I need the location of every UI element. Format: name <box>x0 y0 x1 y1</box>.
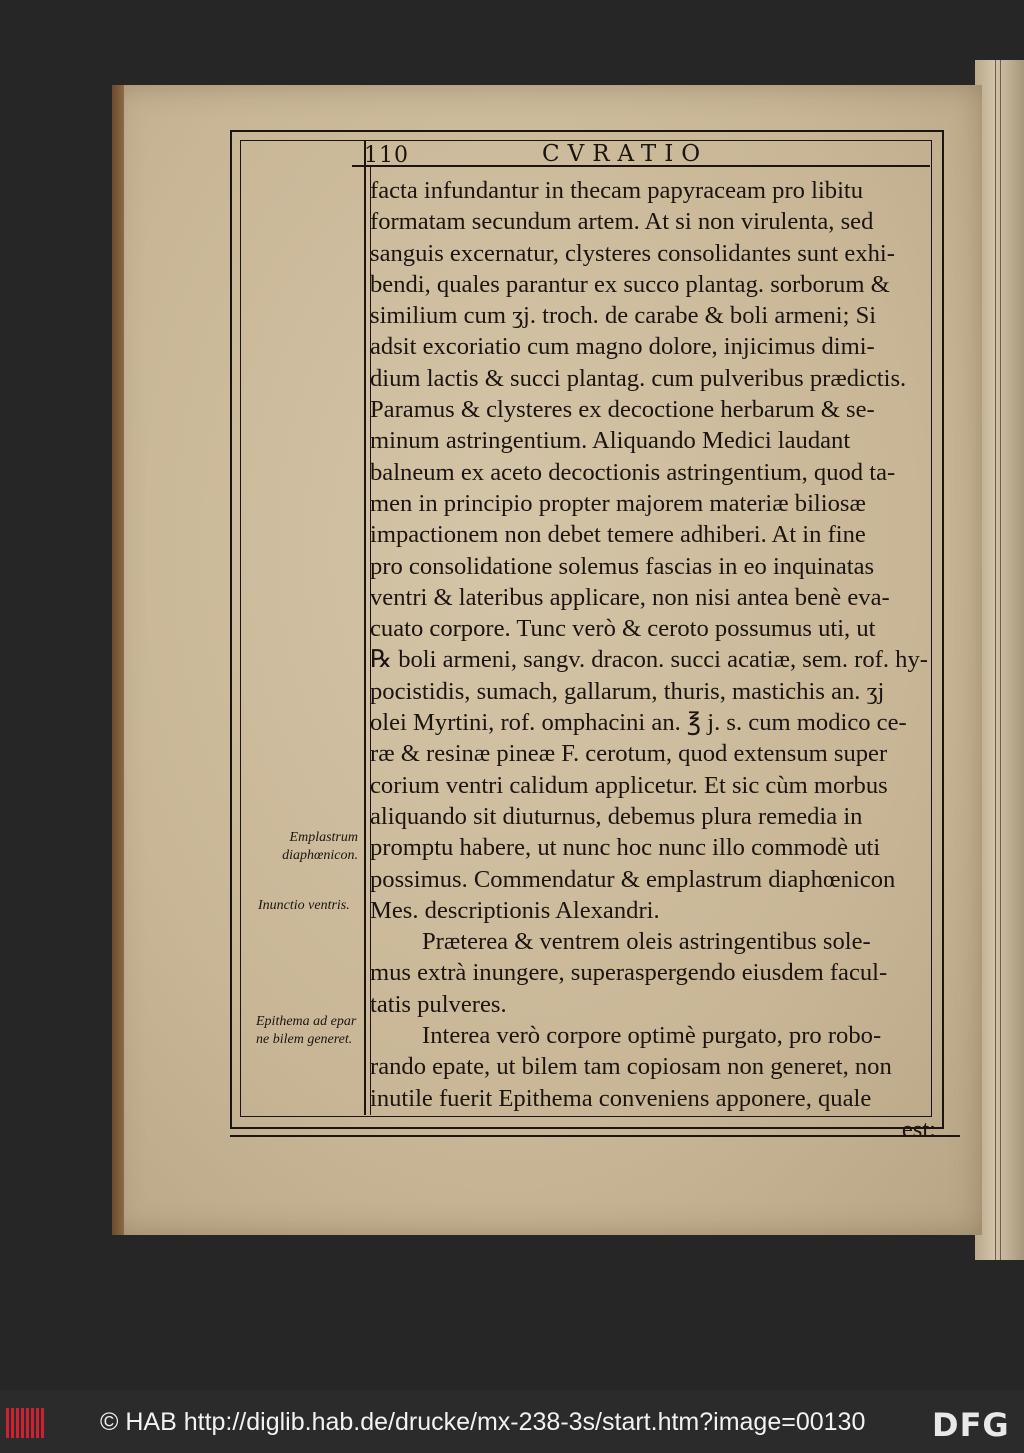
page-number: 110 <box>364 143 409 168</box>
body-line: Paramus & clysteres ex decoctione herbarum & se- <box>370 396 875 424</box>
body-line: similium cum ʒj. troch. de carabe & boli armeni; Si <box>370 302 877 330</box>
body-line: mus extrà inungere, superaspergendo eiusdem facul- <box>370 959 888 987</box>
footer-credit-link[interactable]: © HAB http://diglib.hab.de/drucke/mx-238-3s/start.htm?image=00130 <box>100 1408 866 1436</box>
marginal-note-emplastrum: Emplastrum diaphœnicon. <box>282 830 358 863</box>
body-text <box>370 175 936 1145</box>
body-line: pocistidis, sumach, gallarum, thuris, mastichis an. ʒj <box>370 677 885 705</box>
page-gutter-band <box>112 85 124 1235</box>
book-facing-page-edge <box>975 60 1024 1260</box>
body-line: ℞ boli armeni, sangv. dracon. succi acatiæ, sem. rof. hy- <box>370 646 928 674</box>
body-line: ræ & resinæ pineæ F. cerotum, quod extensum super <box>370 740 888 768</box>
body-line: ventri & lateribus applicare, non nisi antea benè eva- <box>370 583 890 611</box>
body-line: tatis pulveres. <box>370 990 507 1018</box>
marginal-note-epithema: Epithema ad epar ne bilem generet. <box>256 1014 357 1047</box>
body-line: Præterea & ventrem oleis astringentibus sole- <box>422 928 871 956</box>
body-line: corium ventri calidum applicetur. Et sic cùm morbus <box>370 771 888 799</box>
body-line: aliquando sit diuturnus, debemus plura remedia in <box>370 802 863 830</box>
body-line: impactionem non debet temere adhiberi. At in fine <box>370 521 866 549</box>
body-line: olei Myrtini, rof. omphacini an. ℥ j. s. cum modico ce- <box>370 709 907 737</box>
body-line: pro consolidatione solemus fascias in eo inquinatas <box>370 552 875 580</box>
body-line: inutile fuerit Epithema conveniens apponere, quale <box>370 1084 872 1112</box>
body-line: dium lactis & succi plantag. cum pulveribus prædictis. <box>370 364 907 392</box>
body-line: sanguis excernatur, clysteres consolidantes sunt exhi- <box>370 239 895 267</box>
body-line: minum astringentium. Aliquando Medici laudant <box>370 427 851 455</box>
body-line: facta infundantur in thecam papyraceam pro libitu <box>370 177 864 204</box>
barcode-icon <box>6 1408 46 1438</box>
body-line: rando epate, ut bilem tam copiosam non generet, non <box>370 1053 892 1081</box>
body-line: men in principio propter majorem materiæ biliosæ <box>370 489 866 517</box>
body-line: possimus. Commendatur & emplastrum diaphœnicon <box>370 865 896 893</box>
body-line: balneum ex aceto decoctionis astringentium, quod ta- <box>370 458 896 486</box>
body-line: Mes. descriptionis Alexandri. <box>370 896 660 924</box>
dfg-logo: DFG <box>932 1406 1010 1444</box>
margin-column-rule <box>364 140 366 1115</box>
body-line: promptu habere, ut nunc hoc nunc illo commodè uti <box>370 834 881 862</box>
body-line: formatam secundum artem. At si non virulenta, sed <box>370 208 874 236</box>
body-line: Interea verò corpore optimè purgato, pro robo- <box>422 1022 882 1050</box>
running-head: CVRATIO <box>542 141 709 167</box>
body-line: adsit excoriatio cum magno dolore, injicimus dimi- <box>370 333 875 361</box>
marginal-note-inunctio: Inunctio ventris. <box>258 898 350 913</box>
book-page <box>112 85 982 1235</box>
body-line: est: <box>901 1115 936 1143</box>
body-line: bendi, quales parantur ex succo plantag. sorborum & <box>370 270 890 298</box>
body-line: cuato corpore. Tunc verò & ceroto possumus uti, ut <box>370 615 876 643</box>
